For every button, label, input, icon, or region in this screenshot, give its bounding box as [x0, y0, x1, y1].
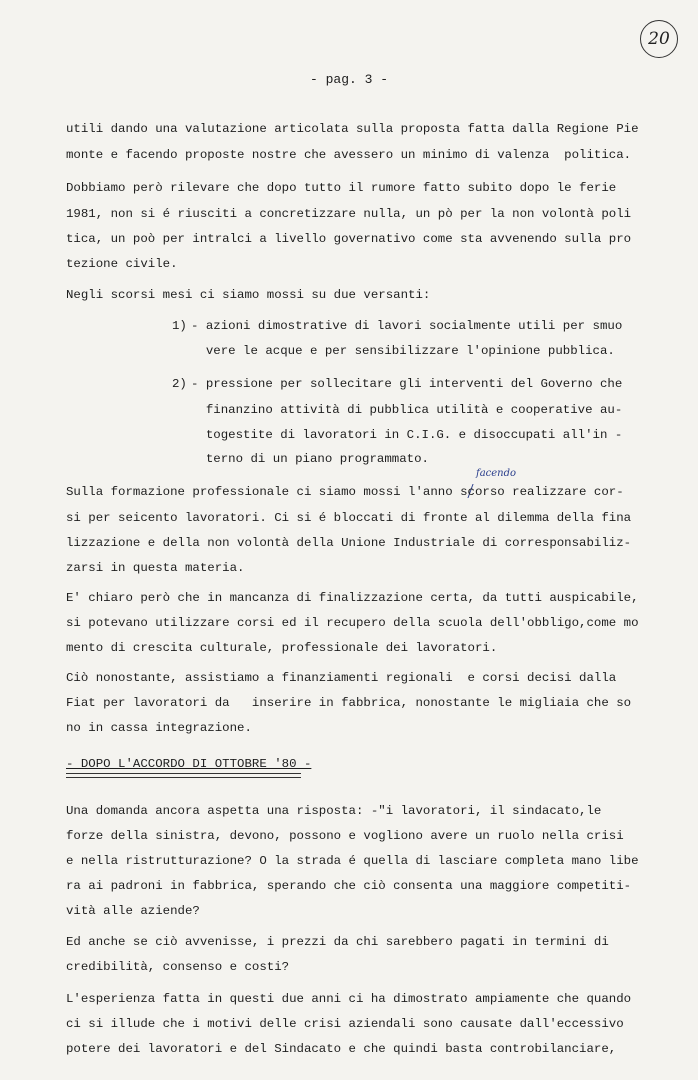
page-number: - pag. 3 -	[309, 72, 388, 87]
handwritten-annotation: facendo	[476, 468, 517, 479]
text-line: tica, un poò per intralci a livello governativo come sta avvenendo sulla pro	[66, 232, 632, 246]
text-line: credibilità, consenso e costi?	[66, 960, 290, 974]
text-line: mento di crescita culturale, professionale dei lavoratori.	[66, 641, 498, 655]
text-line: Sulla formazione professionale ci siamo mossi l'anno scorso realizzare cor-	[66, 485, 624, 499]
list-item-line: vere le acque e per sensibilizzare l'opinione pubblica.	[191, 344, 615, 358]
text-line: Dobbiamo però rilevare che dopo tutto il rumore fatto subito dopo le ferie	[66, 181, 617, 195]
text-line: L'esperienza fatta in questi due anni ci ha dimostrato ampiamente che quando	[66, 992, 632, 1006]
text-line: forze della sinistra, devono, possono e vogliono avere un ruolo nella crisi	[66, 829, 624, 843]
text-line: ra ai padroni in fabbrica, sperando che ciò consenta una maggiore competiti-	[66, 879, 632, 893]
text-line: Ciò nonostante, assistiamo a finanziamenti regionali e corsi decisi dalla	[66, 671, 617, 685]
list-item-line: togestite di lavoratori in C.I.G. e disoccupati all'in -	[191, 428, 623, 442]
text-line: vità alle aziende?	[66, 904, 200, 918]
text-line: no in cassa integrazione.	[66, 721, 252, 735]
text-line: potere dei lavoratori e del Sindacato e che quindi basta controbilanciare,	[66, 1042, 617, 1056]
text-line: tezione civile.	[66, 257, 178, 271]
text-line: ci si illude che i motivi delle crisi aziendali sono causate dall'eccessivo	[66, 1017, 624, 1031]
list-marker: 1)	[172, 319, 187, 333]
list-item-line: finanzino attività di pubblica utilità e cooperative au-	[191, 403, 623, 417]
text-line: Una domanda ancora aspetta una risposta: -"i lavoratori, il sindacato,le	[66, 804, 602, 818]
text-line: Fiat per lavoratori da inserire in fabbrica, nonostante le migliaia che so	[66, 696, 632, 710]
page-stamp: 20	[640, 20, 678, 58]
text-line: e nella ristrutturazione? O la strada é quella di lasciare completa mano libe	[66, 854, 639, 868]
text-line: si per seicento lavoratori. Ci si é bloccati di fronte al dilemma della fina	[66, 511, 632, 525]
heading-double-rule	[66, 773, 301, 778]
text-line: zarsi in questa materia.	[66, 561, 245, 575]
text-line: Negli scorsi mesi ci siamo mossi su due versanti:	[66, 288, 431, 302]
text-line: E' chiaro però che in mancanza di finalizzazione certa, da tutti auspicabile,	[66, 591, 639, 605]
list-marker: 2)	[172, 377, 187, 391]
text-line: 1981, non si é riusciti a concretizzare nulla, un pò per la non volontà poli	[66, 207, 632, 221]
text-line: monte e facendo proposte nostre che avessero un minimo di valenza politica.	[66, 148, 632, 162]
section-heading: - DOPO L'ACCORDO DI OTTOBRE '80 -	[66, 757, 312, 771]
text-line: Ed anche se ciò avvenisse, i prezzi da chi sarebbero pagati in termini di	[66, 935, 609, 949]
text-line: lizzazione e della non volontà della Unione Industriale di corresponsabiliz-	[66, 536, 632, 550]
list-item-line: terno di un piano programmato.	[191, 452, 429, 466]
list-item-line: - azioni dimostrative di lavori socialmente utili per smuo	[191, 319, 623, 333]
list-item-line: - pressione per sollecitare gli interventi del Governo che	[191, 377, 623, 391]
text-line: si potevano utilizzare corsi ed il recupero della scuola dell'obbligo,come mo	[66, 616, 639, 630]
text-line: utili dando una valutazione articolata sulla proposta fatta dalla Regione Pie	[66, 122, 639, 136]
